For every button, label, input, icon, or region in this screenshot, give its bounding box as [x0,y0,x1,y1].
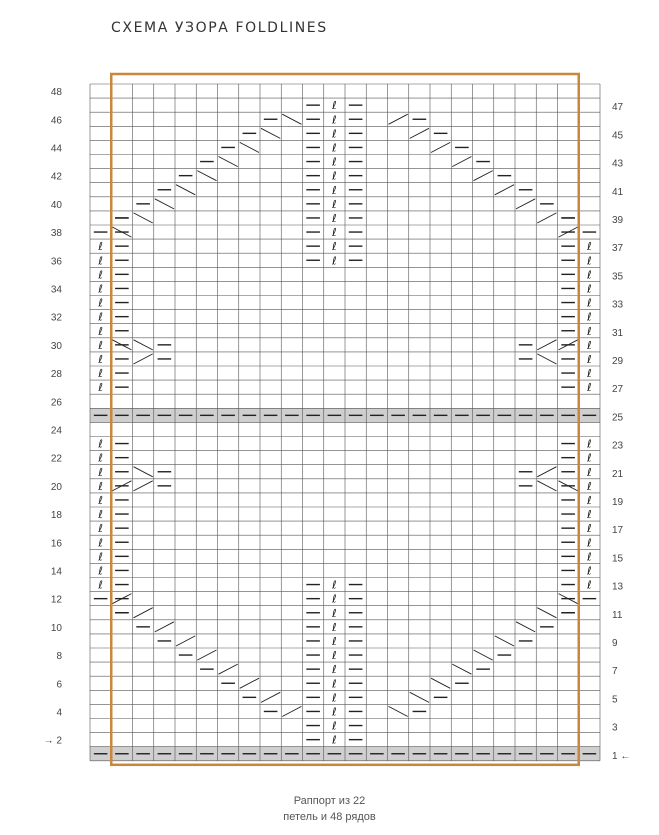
row-number-left: 48 [50,87,62,99]
page-title: СХЕМА УЗОРА FOLDLINES [111,20,328,36]
cable-cross-symbol [537,467,556,477]
row-number-left: 38 [50,228,62,240]
twisted-stitch-symbol: ℓ [332,649,337,663]
caption-line-1: Раппорт из 22 [293,795,366,807]
row-number-right: 1 ← [612,750,631,762]
twisted-stitch-symbol: ℓ [332,620,337,634]
twisted-stitch-symbol: ℓ [587,578,592,592]
cable-cross-symbol [431,142,450,152]
twisted-stitch-symbol: ℓ [98,479,103,493]
twisted-stitch-symbol: ℓ [332,99,337,113]
twisted-stitch-symbol: ℓ [587,381,592,395]
cable-cross-symbol [134,213,153,223]
twisted-stitch-symbol: ℓ [587,282,592,296]
caption-line-2: петель и 48 рядов [283,811,376,823]
row-number-left: 18 [50,510,62,522]
twisted-stitch-symbol: ℓ [98,324,103,338]
cable-cross-symbol [197,650,216,660]
twisted-stitch-symbol: ℓ [332,183,337,197]
cable-cross-symbol [452,664,471,674]
cable-cross-symbol [197,171,216,181]
twisted-stitch-symbol: ℓ [98,564,103,578]
cable-cross-symbol [134,481,153,491]
twisted-stitch-symbol: ℓ [98,353,103,366]
twisted-stitch-symbol: ℓ [98,451,103,465]
row-number-left: 6 [56,679,62,691]
twisted-stitch-symbol: ℓ [98,254,103,268]
cable-cross-symbol [261,692,280,702]
cable-cross-symbol [176,636,195,646]
cable-cross-symbol [474,650,493,660]
cable-cross-symbol [537,213,556,223]
twisted-stitch-symbol: ℓ [332,635,337,648]
row-number-right: 29 [612,356,624,367]
cable-cross-symbol [219,157,238,167]
twisted-stitch-symbol: ℓ [587,564,592,578]
cable-cross-symbol [516,622,535,632]
twisted-stitch-symbol: ℓ [332,212,337,225]
twisted-stitch-symbol: ℓ [98,465,103,479]
twisted-stitch-symbol: ℓ [98,508,103,522]
twisted-stitch-symbol: ℓ [332,606,337,620]
row-number-left: 20 [50,481,62,493]
cable-cross-symbol [389,114,408,124]
twisted-stitch-symbol: ℓ [98,310,103,324]
row-number-left: 12 [50,594,62,606]
twisted-stitch-symbol: ℓ [587,522,592,536]
row-number-right: 9 [612,638,618,649]
row-number-right: 45 [612,130,624,142]
twisted-stitch-symbol: ℓ [98,578,103,592]
cable-cross-symbol [495,185,514,195]
twisted-stitch-symbol: ℓ [332,226,337,240]
cable-cross-symbol [537,481,556,491]
row-number-left: 4 [56,707,62,719]
twisted-stitch-symbol: ℓ [98,282,103,296]
twisted-stitch-symbol: ℓ [332,113,337,127]
row-number-right: 33 [612,299,624,311]
cable-cross-symbol [240,142,259,152]
twisted-stitch-symbol: ℓ [98,536,103,550]
row-number-left: 8 [56,651,62,663]
row-number-left: 42 [50,171,62,183]
row-number-right: 3 [612,722,618,734]
row-number-right: 25 [612,412,624,424]
twisted-stitch-symbol: ℓ [332,127,337,141]
twisted-stitch-symbol: ℓ [332,578,337,592]
cable-cross-symbol [240,678,259,688]
twisted-stitch-symbol: ℓ [587,324,592,338]
twisted-stitch-symbol: ℓ [587,296,592,310]
cable-cross-symbol [134,340,153,350]
cable-cross-symbol [155,199,174,209]
twisted-stitch-symbol: ℓ [587,451,592,465]
twisted-stitch-symbol: ℓ [332,155,337,169]
row-number-right: 17 [612,525,624,537]
cable-cross-symbol [389,706,408,716]
twisted-stitch-symbol: ℓ [587,494,592,507]
twisted-stitch-symbol: ℓ [332,197,337,211]
cable-cross-symbol [431,678,450,688]
row-number-left: 28 [50,369,62,381]
twisted-stitch-symbol: ℓ [587,367,592,381]
cable-cross-symbol [495,636,514,646]
row-number-right: 27 [612,384,624,396]
row-number-right: 15 [612,553,624,565]
row-number-left: 26 [50,397,62,409]
twisted-stitch-symbol: ℓ [332,733,337,747]
twisted-stitch-symbol: ℓ [332,691,337,705]
cable-cross-symbol [219,664,238,674]
cable-cross-symbol [282,706,301,716]
row-number-right: 23 [612,440,624,452]
cable-cross-symbol [452,157,471,167]
twisted-stitch-symbol: ℓ [332,254,337,268]
twisted-stitch-symbol: ℓ [332,240,337,254]
twisted-stitch-symbol: ℓ [98,522,103,536]
row-number-left: 10 [50,622,62,634]
cable-cross-symbol [516,199,535,209]
cable-cross-symbol [537,608,556,618]
cable-cross-symbol [134,467,153,477]
row-number-right: 43 [612,158,624,170]
twisted-stitch-symbol: ℓ [98,296,103,310]
row-number-left: 44 [50,143,62,155]
row-number-left: → 2 [43,735,62,747]
cable-cross-symbol [134,354,153,364]
twisted-stitch-symbol: ℓ [332,169,337,183]
twisted-stitch-symbol: ℓ [98,268,103,282]
cable-cross-symbol [134,608,153,618]
row-number-right: 37 [612,243,624,255]
row-number-left: 32 [50,312,62,324]
row-numbers [44,87,631,762]
row-number-right: 47 [612,102,624,114]
twisted-stitch-symbol: ℓ [587,550,592,564]
twisted-stitch-symbol: ℓ [332,141,337,155]
row-number-right: 11 [612,609,623,621]
twisted-stitch-symbol: ℓ [587,465,592,479]
twisted-stitch-symbol: ℓ [587,268,592,282]
row-number-left: 34 [50,284,62,296]
row-number-left: 22 [50,453,62,465]
row-number-right: 21 [612,468,624,480]
twisted-stitch-symbol: ℓ [98,381,103,395]
twisted-stitch-symbol: ℓ [332,677,337,691]
row-number-left: 24 [50,425,62,437]
twisted-stitch-symbol: ℓ [332,719,337,733]
twisted-stitch-symbol: ℓ [587,353,592,366]
twisted-stitch-symbol: ℓ [98,550,103,564]
row-number-left: 16 [50,538,62,550]
row-number-left: 46 [50,115,62,127]
cable-cross-symbol [410,128,429,138]
twisted-stitch-symbol: ℓ [587,310,592,324]
twisted-stitch-symbol: ℓ [332,663,337,677]
row-number-left: 30 [50,340,62,352]
row-number-right: 39 [612,215,624,226]
row-number-left: 36 [50,256,62,268]
row-number-right: 35 [612,271,624,283]
cable-cross-symbol [537,354,556,364]
row-number-right: 13 [612,581,624,593]
cable-cross-symbol [261,128,280,138]
row-number-right: 19 [612,497,624,508]
twisted-stitch-symbol: ℓ [98,494,103,507]
twisted-stitch-symbol: ℓ [587,437,592,451]
cable-cross-symbol [474,171,493,181]
twisted-stitch-symbol: ℓ [332,592,337,606]
twisted-stitch-symbol: ℓ [98,437,103,451]
cable-cross-symbol [410,692,429,702]
cable-cross-symbol [176,185,195,195]
row-number-right: 41 [612,186,624,198]
twisted-stitch-symbol: ℓ [587,536,592,550]
twisted-stitch-symbol: ℓ [98,338,103,352]
twisted-stitch-symbol: ℓ [332,705,337,719]
twisted-stitch-symbol: ℓ [98,240,103,254]
twisted-stitch-symbol: ℓ [587,479,592,493]
row-number-right: 5 [612,694,618,706]
twisted-stitch-symbol: ℓ [587,240,592,254]
cable-cross-symbol [155,622,174,632]
twisted-stitch-symbol: ℓ [587,338,592,352]
row-number-right: 7 [612,666,618,678]
twisted-stitch-symbol: ℓ [98,367,103,381]
row-number-left: 40 [50,199,62,211]
row-number-left: 14 [50,566,62,578]
chart-grid [90,84,600,761]
row-number-right: 31 [612,327,624,339]
cable-cross-symbol [537,340,556,350]
cable-cross-symbol [282,114,301,124]
twisted-stitch-symbol: ℓ [587,508,592,522]
twisted-stitch-symbol: ℓ [587,254,592,268]
